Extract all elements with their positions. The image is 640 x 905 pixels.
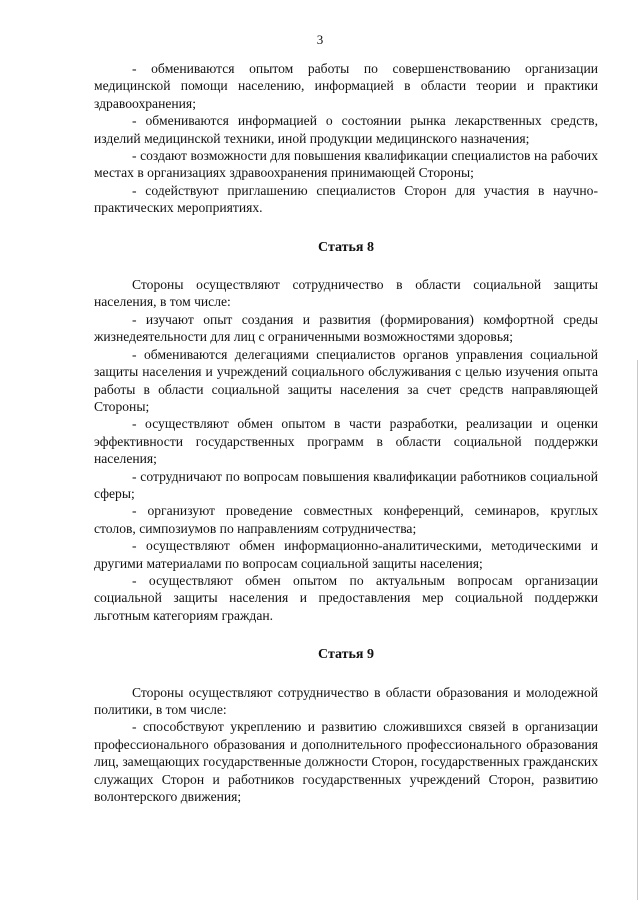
list-item: - содействуют приглашению специалистов Сторон для участия в научно-практических мероприятиях. (94, 182, 598, 216)
spacer (94, 217, 598, 239)
list-item: - обмениваются опытом работы по совершенствованию организации медицинской помощи населению, информацией в области теории и практики здравоохранения; (94, 61, 598, 111)
page-number: 3 (316, 32, 324, 47)
list-item: - сотрудничают по вопросам повышения квалификации работников социальной сферы; (94, 468, 598, 501)
scan-edge-line (637, 360, 638, 900)
spacer (94, 256, 598, 276)
document-body (94, 60, 598, 805)
spacer (94, 664, 598, 684)
article-9-intro: Стороны осуществляют сотрудничество в области образования и молодежной политики, в том числе: (94, 684, 598, 717)
list-item: - обмениваются делегациями специалистов органов управления социальной защиты населения и учреждений социального обслуживания с целью изучения опыта работы в области социальной защиты населения за счет средств направляющей Стороны; (94, 346, 598, 414)
list-item: - способствуют укреплению и развитию сложившихся связей в организации профессионального образования и дополнительного профессионального образования лиц, замещающих государственные должности Сторон, государственных гражданских служащих Сторон и работников государственных учреждений Сторон, развитию волонтерского движения; (94, 719, 598, 805)
list-item: - создают возможности для повышения квалификации специалистов на рабочих местах в организациях здравоохранения принимающей Стороны; (94, 148, 598, 181)
article-8-intro: Стороны осуществляют сотрудничество в области социальной защиты населения, в том числе: (94, 277, 598, 310)
list-item: - изучают опыт создания и развития (формирования) комфортной среды жизнедеятельности для лиц с ограниченными возможностями здоровья; (94, 311, 598, 345)
list-item: - осуществляют обмен опытом в части разработки, реализации и оценки эффективности государственных программ в области социальной поддержки населения; (94, 416, 598, 467)
spacer (94, 624, 598, 646)
list-item: - организуют проведение совместных конференций, семинаров, круглых столов, симпозиумов по направлениям сотрудничества; (94, 503, 598, 536)
article-8-heading: Статья 8 (318, 239, 374, 255)
article-9-heading: Статья 9 (318, 647, 374, 663)
list-item: - обмениваются информацией о состоянии рынка лекарственных средств, изделий медицинской техники, иной продукции медицинского назначения; (94, 113, 598, 146)
list-item: - осуществляют обмен информационно-аналитическими, методическими и другими материалами по вопросам социальной защиты населения; (94, 538, 598, 571)
list-item: - осуществляют обмен опытом по актуальным вопросам организации социальной защиты населения и предоставления мер социальной поддержки льготным категориям граждан. (94, 572, 598, 623)
